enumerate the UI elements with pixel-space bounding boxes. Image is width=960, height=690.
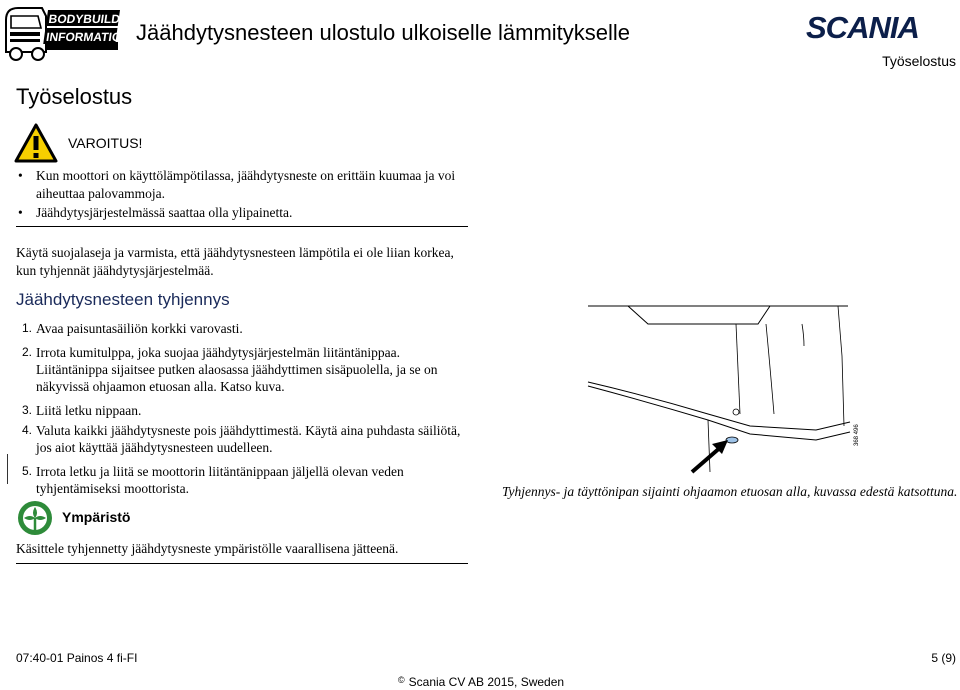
intro-paragraph: Käytä suojalaseja ja varmista, että jäähdytysnesteen lämpötila ei ole liian korkea, kun tyhjennät jäähdytysjärjestelmää. — [16, 245, 454, 278]
logo-line-1: BODYBUILDING — [47, 12, 143, 26]
step-number: 2. — [22, 345, 33, 359]
environment-icon — [16, 499, 54, 537]
bodybuilding-information-logo — [2, 2, 143, 64]
step-text: Avaa paisuntasäiliön korkki varovasti. — [36, 321, 243, 336]
document-type: Työselostus — [882, 53, 956, 69]
step-number: 5. — [22, 464, 33, 478]
step-text: Irrota letku ja liitä se moottorin liitäntänippaan jäljellä olevan veden tyhjentämiseksi moottorista. — [36, 464, 404, 496]
document-title: Jäähdytysnesteen ulostulo ulkoiselle lämmitykselle — [136, 20, 631, 45]
environment-paragraph: Käsittele tyhjennetty jäähdytysneste ympäristölle vaarallisena jätteenä. — [16, 541, 399, 556]
copyright-symbol: © — [398, 675, 405, 685]
step-number: 4. — [22, 423, 33, 437]
step-number: 1. — [22, 321, 33, 335]
footer-document-id: 07:40-01 Painos 4 fi-FI — [16, 651, 138, 665]
step-text: Liitä letku nippaan. — [36, 403, 142, 418]
cab-front-illustration — [588, 296, 868, 480]
warning-item: • Jäähdytysjärjestelmässä saattaa olla ylipainetta. — [16, 204, 472, 222]
step-number: 3. — [22, 403, 33, 417]
step-text: Irrota kumitulppa, joka suojaa jäähdytysjärjestelmän liitäntänippaa. Liitäntänippa sijaitsee putken alaosassa jäähdyttimen sisäpuolella, ja se on näkyvissä ohjaamon etuosan alla. Katso kuva. — [36, 345, 438, 394]
change-bar — [7, 454, 8, 484]
drain-steps — [16, 320, 472, 504]
scania-logo: SCANIA — [806, 10, 919, 45]
drain-heading: Jäähdytysnesteen tyhjennys — [16, 290, 230, 309]
footer-page-number: 5 (9) — [931, 651, 956, 665]
warning-list — [16, 167, 472, 224]
figure-code: 368 496 — [854, 424, 860, 446]
logo-line-2: INFORMATION — [45, 30, 131, 44]
step-item — [16, 422, 472, 456]
warning-title: VAROITUS! — [68, 135, 143, 151]
copyright-text: Scania CV AB 2015, Sweden — [408, 675, 565, 689]
step-text: Valuta kaikki jäähdytysneste pois jäähdyttimestä. Käytä aina puhdasta säiliötä, jos aiot käyttää jäähdytysnesteen uudelleen. — [36, 423, 461, 455]
step-item — [16, 402, 472, 419]
warning-triangle-icon — [14, 123, 58, 163]
divider — [16, 226, 468, 227]
environment-title: Ympäristö — [62, 509, 131, 525]
step-item — [16, 320, 472, 337]
footer-copyright — [398, 675, 564, 689]
section-heading: Työselostus — [16, 84, 133, 109]
figure-caption: Tyhjennys- ja täyttönipan sijainti ohjaamon etuosan alla, kuvassa edestä katsottuna. — [502, 484, 958, 499]
warning-item: • Kun moottori on käyttölämpötilassa, jäähdytysneste on erittäin kuumaa ja voi aiheuttaa palovammoja. — [16, 167, 472, 202]
step-item — [16, 344, 472, 395]
divider — [16, 563, 468, 564]
step-item — [16, 463, 472, 497]
